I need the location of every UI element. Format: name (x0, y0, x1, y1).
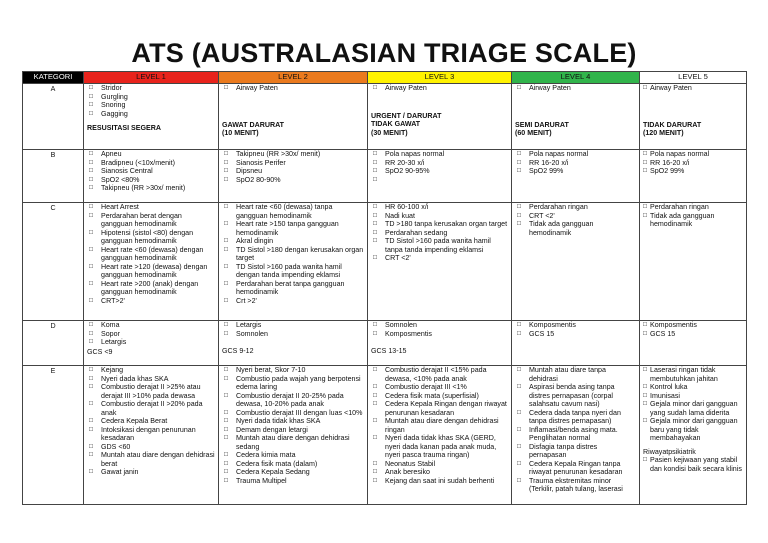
item-list (222, 150, 364, 184)
list-item: □ Cedera fisik mata (superfisial) (371, 392, 508, 401)
list-item: □ Perdarahan sedang (371, 229, 508, 238)
gcs-value: GCS 9-12 (222, 347, 254, 355)
list-item: □ RR 16-20 x/i (515, 159, 636, 168)
cell-e-level-5 (640, 366, 747, 505)
header-kategori: KATEGORI (23, 72, 84, 84)
category-c: C (23, 203, 84, 321)
list-item: □ Kejang (87, 366, 215, 375)
list-item: □ Bradipneu (<10x/menit) (87, 159, 215, 168)
list-item: □ TD Sistol >180 dengan kerusakan organ target (222, 246, 364, 263)
list-item: □ GCS 15 (515, 330, 636, 339)
list-item: □ Snoring (87, 101, 215, 110)
list-item: □ Nyeri dada tidak khas SKA (GERD, nyeri dada kanan pada anak muda, nyeri pasca trauma ringan) (371, 434, 508, 460)
item-list (87, 366, 215, 477)
list-item: □ Airway Paten (371, 84, 508, 93)
item-list (87, 321, 215, 347)
item-list (87, 84, 215, 118)
item-list (643, 366, 743, 443)
list-item: □ Gejala minor dari gangguan baru yang tidak membahayakan (643, 417, 743, 443)
category-b: B (23, 150, 84, 203)
classification-time: (120 MENIT) (643, 129, 684, 137)
item-list (643, 84, 743, 93)
list-item: □ Heart rate <60 (dewasa) dengan gangguan hemodinamik (87, 246, 215, 263)
list-item: □ Crt >2' (222, 297, 364, 306)
item-list (643, 150, 743, 176)
item-list (371, 84, 508, 93)
list-item: □ Stridor (87, 84, 215, 93)
list-item: □ Heart rate >150 tanpa gangguan hemodinamik (222, 220, 364, 237)
list-item: □ CRT>2' (87, 297, 215, 306)
cell-a-level-5 (640, 84, 747, 150)
list-item: □ Perdarahan ringan (515, 203, 636, 212)
list-item: □ Cedera kimia mata (222, 451, 364, 460)
cell-b-level-2 (219, 150, 368, 203)
list-item: □ Somnolen (371, 321, 508, 330)
cell-d-level-1 (84, 321, 219, 366)
list-item: □ SpO2 99% (643, 167, 743, 176)
item-list (515, 84, 636, 93)
cell-b-level-5 (640, 150, 747, 203)
list-item: □ Heart rate >200 (anak) dengan gangguan hemodinamik (87, 280, 215, 297)
item-list (371, 203, 508, 263)
triage-table (22, 71, 747, 505)
header-level-3: LEVEL 3 (368, 72, 512, 84)
list-item: □ Combustio derajat II >20% pada anak (87, 400, 215, 417)
header-row (23, 72, 747, 84)
list-item: □ Tidak ada gangguan hemodinamik (515, 220, 636, 237)
classification-label: SEMI DARURAT (515, 120, 569, 129)
list-item: □ Muntah atau diare tanpa dehidrasi (515, 366, 636, 383)
item-list (515, 203, 636, 237)
list-item: □ Aspirasi benda asing tanpa distres pernapasan (corpal salahsatu cavum nasi) (515, 383, 636, 409)
row-b (23, 150, 747, 203)
list-item: □ Perdarahan berat tanpa gangguan hemodinamik (222, 280, 364, 297)
row-d (23, 321, 747, 366)
list-item: □ Combustio derajat II 20-25% pada dewasa, 10-20% pada anak (222, 392, 364, 409)
cell-b-level-3 (368, 150, 512, 203)
list-item: □ Akral dingin (222, 237, 364, 246)
item-list (643, 456, 743, 473)
item-list (87, 150, 215, 193)
list-item: □ Somnolen (222, 330, 364, 339)
list-item: □ Takipneu (RR >30x/ menit) (222, 150, 364, 159)
row-a (23, 84, 747, 150)
spacer (643, 93, 743, 119)
list-item: □ Sopor (87, 330, 215, 339)
list-item: □ Letargis (222, 321, 364, 330)
list-item: □ Airway Paten (643, 84, 743, 93)
list-item: □ RR 20-30 x/i (371, 159, 508, 168)
list-item: □ SpO2 80-90% (222, 176, 364, 185)
cell-d-level-5 (640, 321, 747, 366)
item-list (643, 321, 743, 338)
list-item: □ Nyeri berat, Skor 7-10 (222, 366, 364, 375)
list-item: □ Komposmentis (643, 321, 743, 330)
list-item: □ Imunisasi (643, 392, 743, 401)
list-item: □ Laserasi ringan tidak membutuhkan jahitan (643, 366, 743, 383)
spacer (222, 93, 364, 119)
cell-c-level-5 (640, 203, 747, 321)
category-a: A (23, 84, 84, 150)
classification-label: TIDAK DARURAT (643, 120, 702, 129)
header-level-2: LEVEL 2 (219, 72, 368, 84)
item-list (222, 366, 364, 485)
list-item: □ Combustio derajat II <15% pada dewasa, <10% pada anak (371, 366, 508, 383)
cell-d-level-4 (512, 321, 640, 366)
subsection-label: Riwayatpsikiatrik (643, 447, 696, 456)
item-list (643, 203, 743, 229)
list-item: □ Cedera Kepala Sedang (222, 468, 364, 477)
list-item: □ SpO2 90-95% (371, 167, 508, 176)
list-item: □ Komposmentis (371, 330, 508, 339)
list-item: □ Gagging (87, 110, 215, 119)
classification-label: RESUSITASI SEGERA (87, 124, 161, 132)
item-list (222, 84, 364, 93)
row-c (23, 203, 747, 321)
list-item: □ Trauma Multipel (222, 477, 364, 486)
list-item: □ Komposmentis (515, 321, 636, 330)
list-item: □ Airway Paten (222, 84, 364, 93)
list-item: □ Cedera fisik mata (dalam) (222, 460, 364, 469)
list-item: □ Takipneu (RR >30x/ menit) (87, 184, 215, 193)
list-item: □ Heart rate >120 (dewasa) dengan gangguan hemodinamik (87, 263, 215, 280)
cell-a-level-4 (512, 84, 640, 150)
classification-label: GAWAT DARURAT (222, 120, 284, 129)
cell-b-level-1 (84, 150, 219, 203)
list-item: □ Combustio derajat III dengan luas <10% (222, 409, 364, 418)
header-level-5: LEVEL 5 (640, 72, 747, 84)
gcs-value: GCS <9 (87, 347, 113, 356)
list-item: □ Kontrol luka (643, 383, 743, 392)
category-d: D (23, 321, 84, 366)
list-item: □ SpO2 <80% (87, 176, 215, 185)
list-item: □ Trauma ekstremitas minor (Terkilir, patah tulang, laserasi (515, 477, 636, 494)
cell-d-level-3 (368, 321, 512, 366)
list-item: □ TD Sistol >160 pada wanita hamil dengan tanda impending eklamsi (222, 263, 364, 280)
classification-label: URGENT / DARURAT (371, 111, 442, 120)
list-item: □ Muntah atau diare dengan dehidrasi berat (87, 451, 215, 468)
cell-d-level-2 (219, 321, 368, 366)
cell-e-level-3 (368, 366, 512, 505)
list-item: □ TD Sistol >160 pada wanita hamil tanpa tanda impending eklamsi (371, 237, 508, 254)
list-item: □ Pasien kejiwaan yang stabil dan kondisi baik secara klinis (643, 456, 743, 473)
list-item: □ Demam dengan letargi (222, 426, 364, 435)
classification-time: (30 MENIT) (371, 128, 408, 137)
list-item: □ GCS 15 (643, 330, 743, 339)
list-item: □ Koma (87, 321, 215, 330)
cell-c-level-3 (368, 203, 512, 321)
item-list (515, 150, 636, 176)
list-item: □ RR 16-20 x/i (643, 159, 743, 168)
list-item: □ CRT <2' (515, 212, 636, 221)
list-item: □ Sianosis Central (87, 167, 215, 176)
item-list (371, 150, 508, 176)
list-item: □ Perdarahan ringan (643, 203, 743, 212)
cell-e-level-4 (512, 366, 640, 505)
list-item: □ Cedera Kepala Berat (87, 417, 215, 426)
cell-c-level-4 (512, 203, 640, 321)
list-item: □ Anak beresiko (371, 468, 508, 477)
list-item: □ Combustio pada wajah yang berpotensi edema laring (222, 375, 364, 392)
item-list (222, 321, 364, 338)
list-item: □ Gurgling (87, 93, 215, 102)
list-item: □ CRT <2' (371, 254, 508, 263)
list-item: □ Kejang dan saat ini sudah berhenti (371, 477, 508, 486)
cell-b-level-4 (512, 150, 640, 203)
list-item: □ GDS <60 (87, 443, 215, 452)
list-item: □ TD >180 tanpa kerusakan organ target (371, 220, 508, 229)
list-item: □ Letargis (87, 338, 215, 347)
list-item: □ Gejala minor dari gangguan yang sudah lama diderita (643, 400, 743, 417)
list-item: □ Cedera dada tanpa nyeri dan tanpa distres pernapasan) (515, 409, 636, 426)
row-e (23, 366, 747, 505)
list-item: □ Nyeri dada tidak khas SKA (222, 417, 364, 426)
list-item: □ Pola napas normal (371, 150, 508, 159)
list-item: □ Neonatus Stabil (371, 460, 508, 469)
cell-e-level-2 (219, 366, 368, 505)
list-item: □ Apneu (87, 150, 215, 159)
list-item: □ Intoksikasi dengan penurunan kesadaran (87, 426, 215, 443)
item-list (87, 203, 215, 305)
page-title: ATS (AUSTRALASIAN TRIAGE SCALE) (131, 38, 637, 68)
list-item: □ Combustio derajat II >25% atau derajat III >10% pada dewasa (87, 383, 215, 400)
list-item: □ Combustio derajat III <1% (371, 383, 508, 392)
list-item: □ Heart Arrest (87, 203, 215, 212)
list-item: □ Sianosis Perifer (222, 159, 364, 168)
gcs-value: GCS 13-15 (371, 347, 407, 355)
list-item: □ Pola napas normal (515, 150, 636, 159)
item-list (371, 321, 508, 338)
list-item: □ Hipotensi (sistol <80) dengan gangguan hemodinamik (87, 229, 215, 246)
list-item: □ Dipsneu (222, 167, 364, 176)
classification-time: (10 MENIT) (222, 129, 259, 137)
list-item: □ Airway Paten (515, 84, 636, 93)
cell-a-level-2 (219, 84, 368, 150)
spacer (371, 93, 508, 110)
list-item: □ Tidak ada gangguan hemodinamik (643, 212, 743, 229)
item-list (515, 366, 636, 494)
list-item: □ Disfagia tanpa distres pernapasan (515, 443, 636, 460)
list-item: □ Nyeri dada khas SKA (87, 375, 215, 384)
list-item: □ Gawat janin (87, 468, 215, 477)
category-e: E (23, 366, 84, 505)
list-item: □ Cedera Kepala Ringan tanpa riwayat penurunan kesadaran (515, 460, 636, 477)
classification-label: TIDAK GAWAT (371, 120, 421, 128)
header-level-4: LEVEL 4 (512, 72, 640, 84)
cell-a-level-1 (84, 84, 219, 150)
list-item: □ Perdarahan berat dengan gangguan hemodinamik (87, 212, 215, 229)
spacer (515, 93, 636, 119)
cell-c-level-1 (84, 203, 219, 321)
classification-time: (60 MENIT) (515, 129, 552, 137)
list-item: □ HR 60-100 x/i (371, 203, 508, 212)
cell-a-level-3 (368, 84, 512, 150)
list-item: □ Pola napas normal (643, 150, 743, 159)
list-item: □ Muntah atau diare dengan dehidrasi sedang (222, 434, 364, 451)
list-item: □ Heart rate <60 (dewasa) tanpa gangguan hemodinamik (222, 203, 364, 220)
list-item: □ Inflamasi/benda asing mata. Penglihatan normal (515, 426, 636, 443)
cell-c-level-2 (219, 203, 368, 321)
list-item: □ Muntah atau diare dengan dehidrasi ringan (371, 417, 508, 434)
list-item: □ Nadi kuat (371, 212, 508, 221)
item-list (371, 366, 508, 485)
header-level-1: LEVEL 1 (84, 72, 219, 84)
item-list (515, 321, 636, 338)
cell-e-level-1 (84, 366, 219, 505)
item-list (222, 203, 364, 305)
list-item: □ SpO2 99% (515, 167, 636, 176)
list-item: □ Cedera Kepala Ringan dengan riwayat penurunan kesadaran (371, 400, 508, 417)
